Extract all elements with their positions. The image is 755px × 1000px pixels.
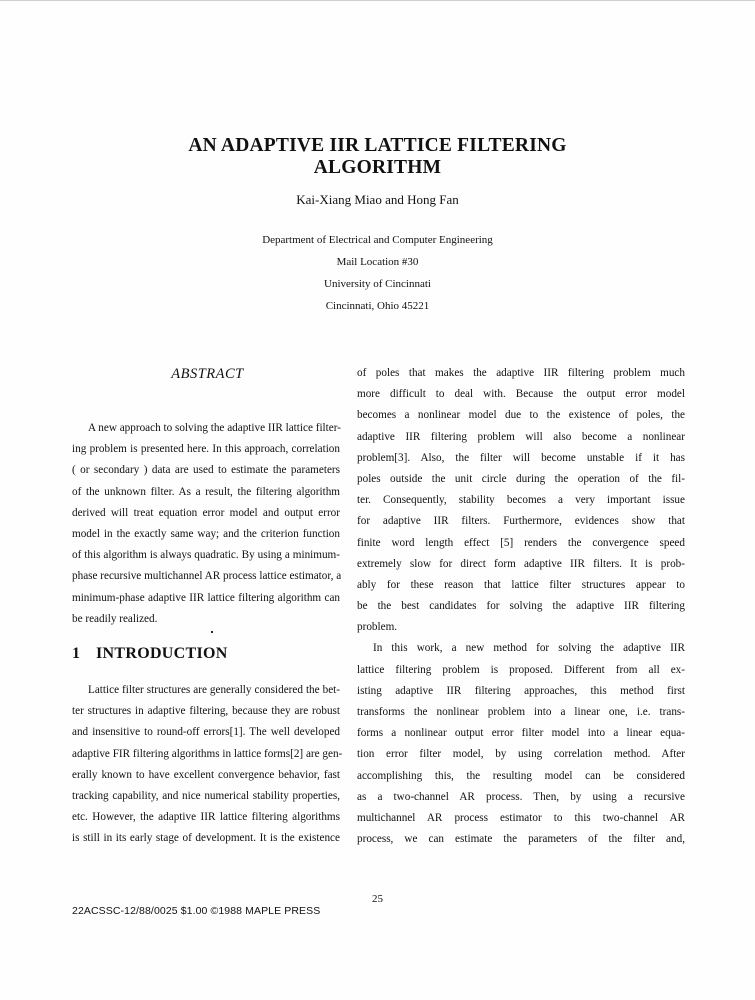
body-line: accomplishing this, the resulting model can be considered [357,769,685,782]
body-line: multichannel AR process estimator to this two-channel AR [357,811,685,824]
body-line: problem[3]. Also, the filter will become unstable if it has [357,451,685,464]
abstract-line: derived will treat equation error model and output error [72,506,340,519]
introduction-right-column [357,363,685,850]
paper-authors: Kai-Xiang Miao and Hong Fan [296,192,459,207]
abstract-line: be readily realized. [72,612,158,625]
body-line: erally known to have excellent convergence behavior, fast [72,768,340,781]
abstract-body [72,418,340,630]
abstract-line: of this algorithm is always quadratic. By using a minimum- [72,549,340,562]
body-line: and insensitive to round-off errors[1]. The well developed [72,726,340,739]
body-line: is still in its early stage of development. It is the existence [72,832,340,845]
affiliation-department: Department of Electrical and Computer Engineering [262,234,493,246]
body-line: lattice filtering problem is proposed. Different from all ex- [357,663,685,676]
affiliation-mail-location: Mail Location #30 [336,256,419,268]
body-line: finite word length effect [5] renders the convergence speed [357,536,685,549]
body-line: tion error filter model, by using correlation method. After [357,748,685,761]
abstract-line: minimum-phase adaptive IIR lattice filtering algorithm can [72,591,340,604]
page-number: 25 [372,893,383,905]
abstract-line: phase recursive multichannel AR process lattice estimator, a [72,570,342,583]
body-line: In this work, a new method for solving the adaptive IIR [373,642,685,655]
body-line: problem. [357,621,398,634]
abstract-line: model in the exactly same way; and the criterion function [72,527,340,540]
body-line: poles outside the unit circle during the operation of the fil- [357,472,685,485]
body-line: as a two-channel AR process. Then, by using a recursive [357,790,685,803]
introduction-left-column [72,680,343,850]
abstract-line: ing problem is presented here. In this approach, correlation [72,443,340,456]
body-line: forms a nonlinear output error filter model into a linear equa- [357,727,685,740]
body-line: ter structures in adaptive filtering, because they are robust [72,705,340,718]
body-line: ter. Consequently, stability becomes a very important issue [357,494,685,507]
page-top-edge [0,0,755,1]
scan-speck [211,631,213,633]
body-line: extremely slow for direct form adaptive IIR filters. It is prob- [357,557,685,570]
section-heading-introduction [72,645,228,663]
body-line: adaptive FIR filtering algorithms in lattice forms[2] are gen- [72,747,343,760]
body-line: process, we can estimate the parameters of the filter and, [357,833,685,846]
abstract-line: ( or secondary ) data are used to estimate the parameters [72,464,340,477]
body-line: adaptive IIR filtering problem will also become a nonlinear [357,430,685,443]
affiliation-city: Cincinnati, Ohio 45221 [325,300,430,312]
abstract-heading: ABSTRACT [171,366,244,382]
copyright-footer: 22ACSSC-12/88/0025 $1.00 ©1988 MAPLE PRESS [72,905,321,917]
body-line: of poles that makes the adaptive IIR filtering problem much [357,367,685,379]
body-line: transforms the nonlinear problem into a linear one, i.e. trans- [357,706,685,718]
body-line: isting adaptive IIR filtering approaches, this method first [357,684,685,697]
abstract-line: of the unknown filter. As a result, the filtering algorithm [72,485,340,498]
body-line: tracking capability, and nice numerical stability properties, [72,789,340,802]
section-title: INTRODUCTION [96,645,228,662]
body-line: be the best candidates for solving the adaptive IIR filtering [357,600,685,613]
body-line: etc. However, the adaptive IIR lattice filtering algorithms [72,811,340,824]
body-line: Lattice filter structures are generally considered the bet- [88,684,340,696]
body-line: for adaptive IIR filters. Furthermore, evidences show that [357,515,685,528]
abstract-line: A new approach to solving the adaptive IIR lattice filter- [88,422,341,434]
affiliation-university: University of Cincinnati [324,278,431,290]
paper-title-line-2: ALGORITHM [313,157,442,178]
paper-title-line-1: AN ADAPTIVE IIR LATTICE FILTERING [188,135,567,156]
section-number: 1 [72,645,81,662]
body-line: ably for these reason that lattice filter structures appear to [357,578,685,591]
body-line: becomes a nonlinear model due to the existence of poles, the [357,409,685,422]
body-line: more difficult to deal with. Because the output error model [357,388,685,401]
